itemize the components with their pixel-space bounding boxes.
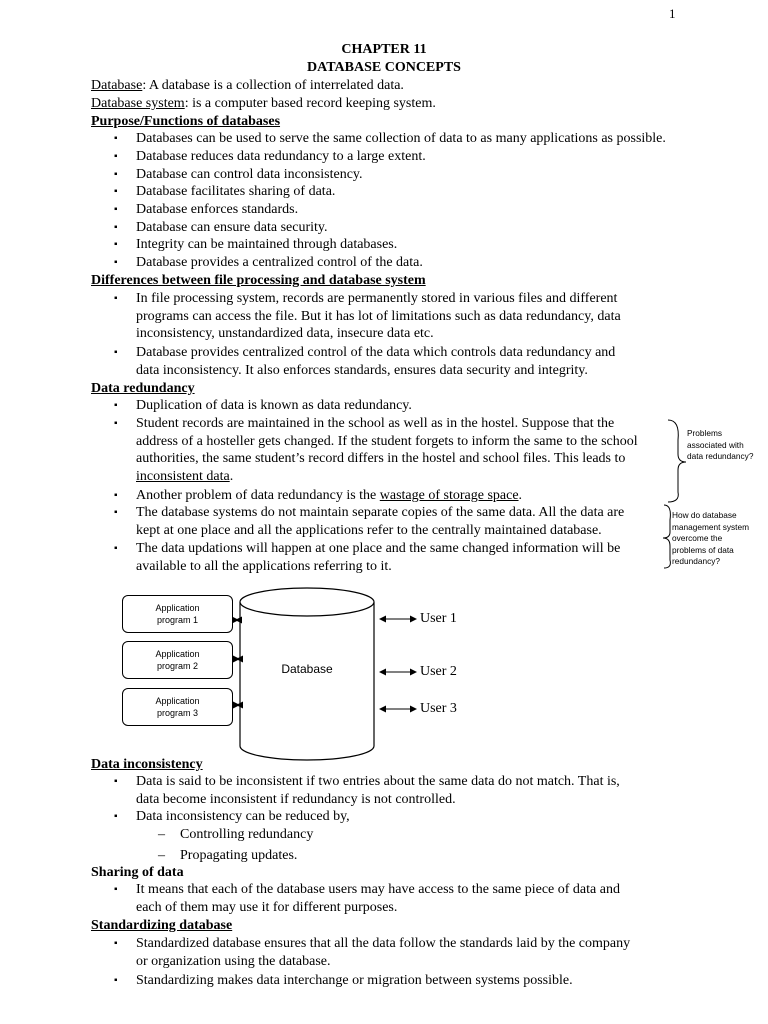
margin-note-dbms: How do database management system overcome the problems of data redundancy? <box>672 510 750 566</box>
standardizing-item: ▪ Standardizing makes data interchange or migration between systems possible. <box>114 973 573 988</box>
sharing-item: ▪ It means that each of the database users may have access to the same piece of data and each of them may use it for different purposes. <box>114 882 620 915</box>
chapter-title: DATABASE CONCEPTS <box>307 60 461 75</box>
database-term: Database <box>91 78 143 93</box>
inconsistency-sub-item: – Controlling redundancy <box>158 827 314 842</box>
purpose-item: ▪ Database enforces standards. <box>114 202 299 217</box>
application-program-3-box: Application program 3 <box>122 688 233 726</box>
purpose-item: ▪ Database reduces data redundancy to a large extent. <box>114 149 426 164</box>
application-program-2-box: Application program 2 <box>122 641 233 679</box>
purpose-item: ▪ Database provides a centralized control of the data. <box>114 255 423 270</box>
redundancy-item-student-records: ▪ Student records are maintained in the school as well as in the hostel. Suppose that the address of a hosteller gets changed. If the student forgets to inform the same to the school authorities, the same student’s record differs in the hostel and school files. This leads to inconsistent data. <box>114 416 638 484</box>
purpose-item: ▪ Databases can be used to serve the same collection of data to as many applications as possible. <box>114 131 666 146</box>
database-system-term: Database system <box>91 96 185 111</box>
brace-dbms <box>663 505 670 568</box>
redundancy-item-updations: ▪ The data updations will happen at one place and the same changed information will be available to all the applications referring to it. <box>114 541 621 574</box>
purpose-item: ▪ Database can control data inconsistency. <box>114 167 363 182</box>
redundancy-item-storage: ▪ Another problem of data redundancy is the wastage of storage space. <box>114 488 523 503</box>
user-1-label: User 1 <box>420 611 457 626</box>
user-2-label: User 2 <box>420 664 457 679</box>
page-number: 1 <box>669 6 676 21</box>
chapter-number: CHAPTER 11 <box>341 42 427 57</box>
purpose-item: ▪ Database facilitates sharing of data. <box>114 184 336 199</box>
database-system-definition-text: : is a computer based record keeping system. <box>184 96 436 111</box>
standardizing-item: ▪ Standardized database ensures that all the data follow the standards laid by the company or organization using the database. <box>114 936 631 969</box>
inconsistency-sub-item: – Propagating updates. <box>158 848 298 863</box>
redundancy-item: ▪ Duplication of data is known as data redundancy. <box>114 398 412 413</box>
redundancy-item-separate-copies: ▪ The database systems do not maintain separate copies of the same data. All the data are kept at one place and all the applications refer to the centrally maintained database. <box>114 505 625 538</box>
redundancy-heading: Data redundancy <box>91 381 195 396</box>
purpose-item: ▪ Database can ensure data security. <box>114 220 328 235</box>
purpose-heading: Purpose/Functions of databases <box>91 114 281 129</box>
database-label: Database <box>281 662 333 676</box>
inconsistency-item-reduce: ▪ Data inconsistency can be reduced by, <box>114 809 350 824</box>
differences-item-file-processing: ▪ In file processing system, records are permanently stored in various files and different programs can access the file. But it has lot of limitations such as data redundancy, data inconsistency, unstandardized data, insecure data etc. <box>114 291 621 342</box>
inconsistent-data-text: inconsistent data <box>136 468 230 484</box>
user-3-label: User 3 <box>420 701 457 716</box>
application-program-1-box: Application program 1 <box>122 595 233 633</box>
margin-note-problems: Problems associated with data redundancy? <box>687 428 754 461</box>
inconsistency-heading: Data inconsistency <box>91 757 203 772</box>
purpose-item: ▪ Integrity can be maintained through databases. <box>114 237 398 252</box>
sharing-heading: Sharing of data <box>91 865 184 880</box>
standardizing-heading: Standardizing database <box>91 918 233 933</box>
brace-problems <box>668 420 686 502</box>
differences-heading: Differences between file processing and database system <box>91 273 426 288</box>
inconsistency-item-definition: ▪ Data is said to be inconsistent if two entries about the same data do not match. That is, data become inconsistent if redundancy is not controlled. <box>114 774 620 807</box>
database-definition-text: : A database is a collection of interrelated data. <box>142 78 404 93</box>
wastage-text: wastage of storage space <box>379 488 519 503</box>
differences-item-database: ▪ Database provides centralized control of the data which controls data redundancy and data inconsistency. It also enforces standards, ensures data security and integrity. <box>114 345 616 378</box>
